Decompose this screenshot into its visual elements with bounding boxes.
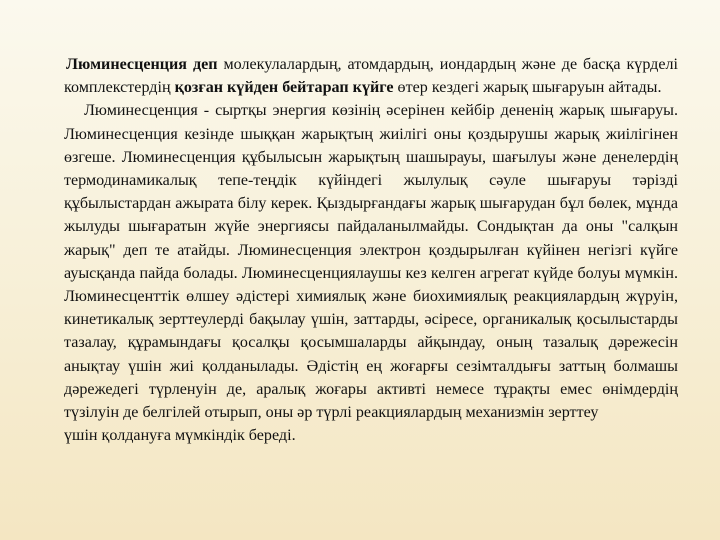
definition-emphasis: қозған күйден бейтарап күйге [174, 79, 394, 97]
definition-text-a: молекулалардың, атомдардың, иондардың және де басқа күрделі комплекстердің [64, 56, 678, 97]
description-paragraph: Люминесценция - сыртқы энергия көзінің әсерінен кейбір дененің жарық шығаруы. Люминесценция кезінде шыққан жарықтың жиілігі оны қоздырушы жарық жиілігінен өзгеше. Люминесценция құбылысын жарықтың шашырауы, шағылуы және денелердің термодинамикалық тепе-теңдік күйіндегі жылулық сәуле шығаруы тәрізді құбылыстардан ажырата білу керек. Қыздырғандағы жарық шығарудан бұл бөлек, мұнда жылуды шығаратын жүйе энергиясы пайдаланылмайды. Сондықтан да оны "салқын жарық" деп те атайды. Люминесценция электрон қоздырылған күйінен негізгі күйге ауысқанда пайда болады. Люминесценциялаушы кез келген агрегат күйде болуы мүмкін. Люминесценттік өлшеу әдістері химиялық және биохимиялық реакциялардың жүруін, кинетикалық зерттеулерді бақылау үшін, заттарды, әсіресе, органикалық қосылыстарды тазалау, құрамындағы қосалқы қосымшаларды айқындау, оның тазалық дәрежесін анықтау үшін жиі қолданылады. Әдістің ең жоғарғы сезімталдығы заттың болмашы дәрежедегі түрленуін де, аралық жоғары активті немесе тұрақты емес өнімдердің түзілуін де белгілей отырып, оны әр түрлі реакциялардың механизмін зерттеу [64, 102, 678, 422]
description-last-line: үшін қолдануға мүмкіндік береді. [64, 427, 296, 445]
defined-term: Люминесценция деп [66, 56, 218, 73]
definition-paragraph [64, 53, 678, 99]
document-body [64, 53, 678, 447]
definition-text-b: өтер кездегі жарық шығаруын айтады. [393, 79, 662, 97]
